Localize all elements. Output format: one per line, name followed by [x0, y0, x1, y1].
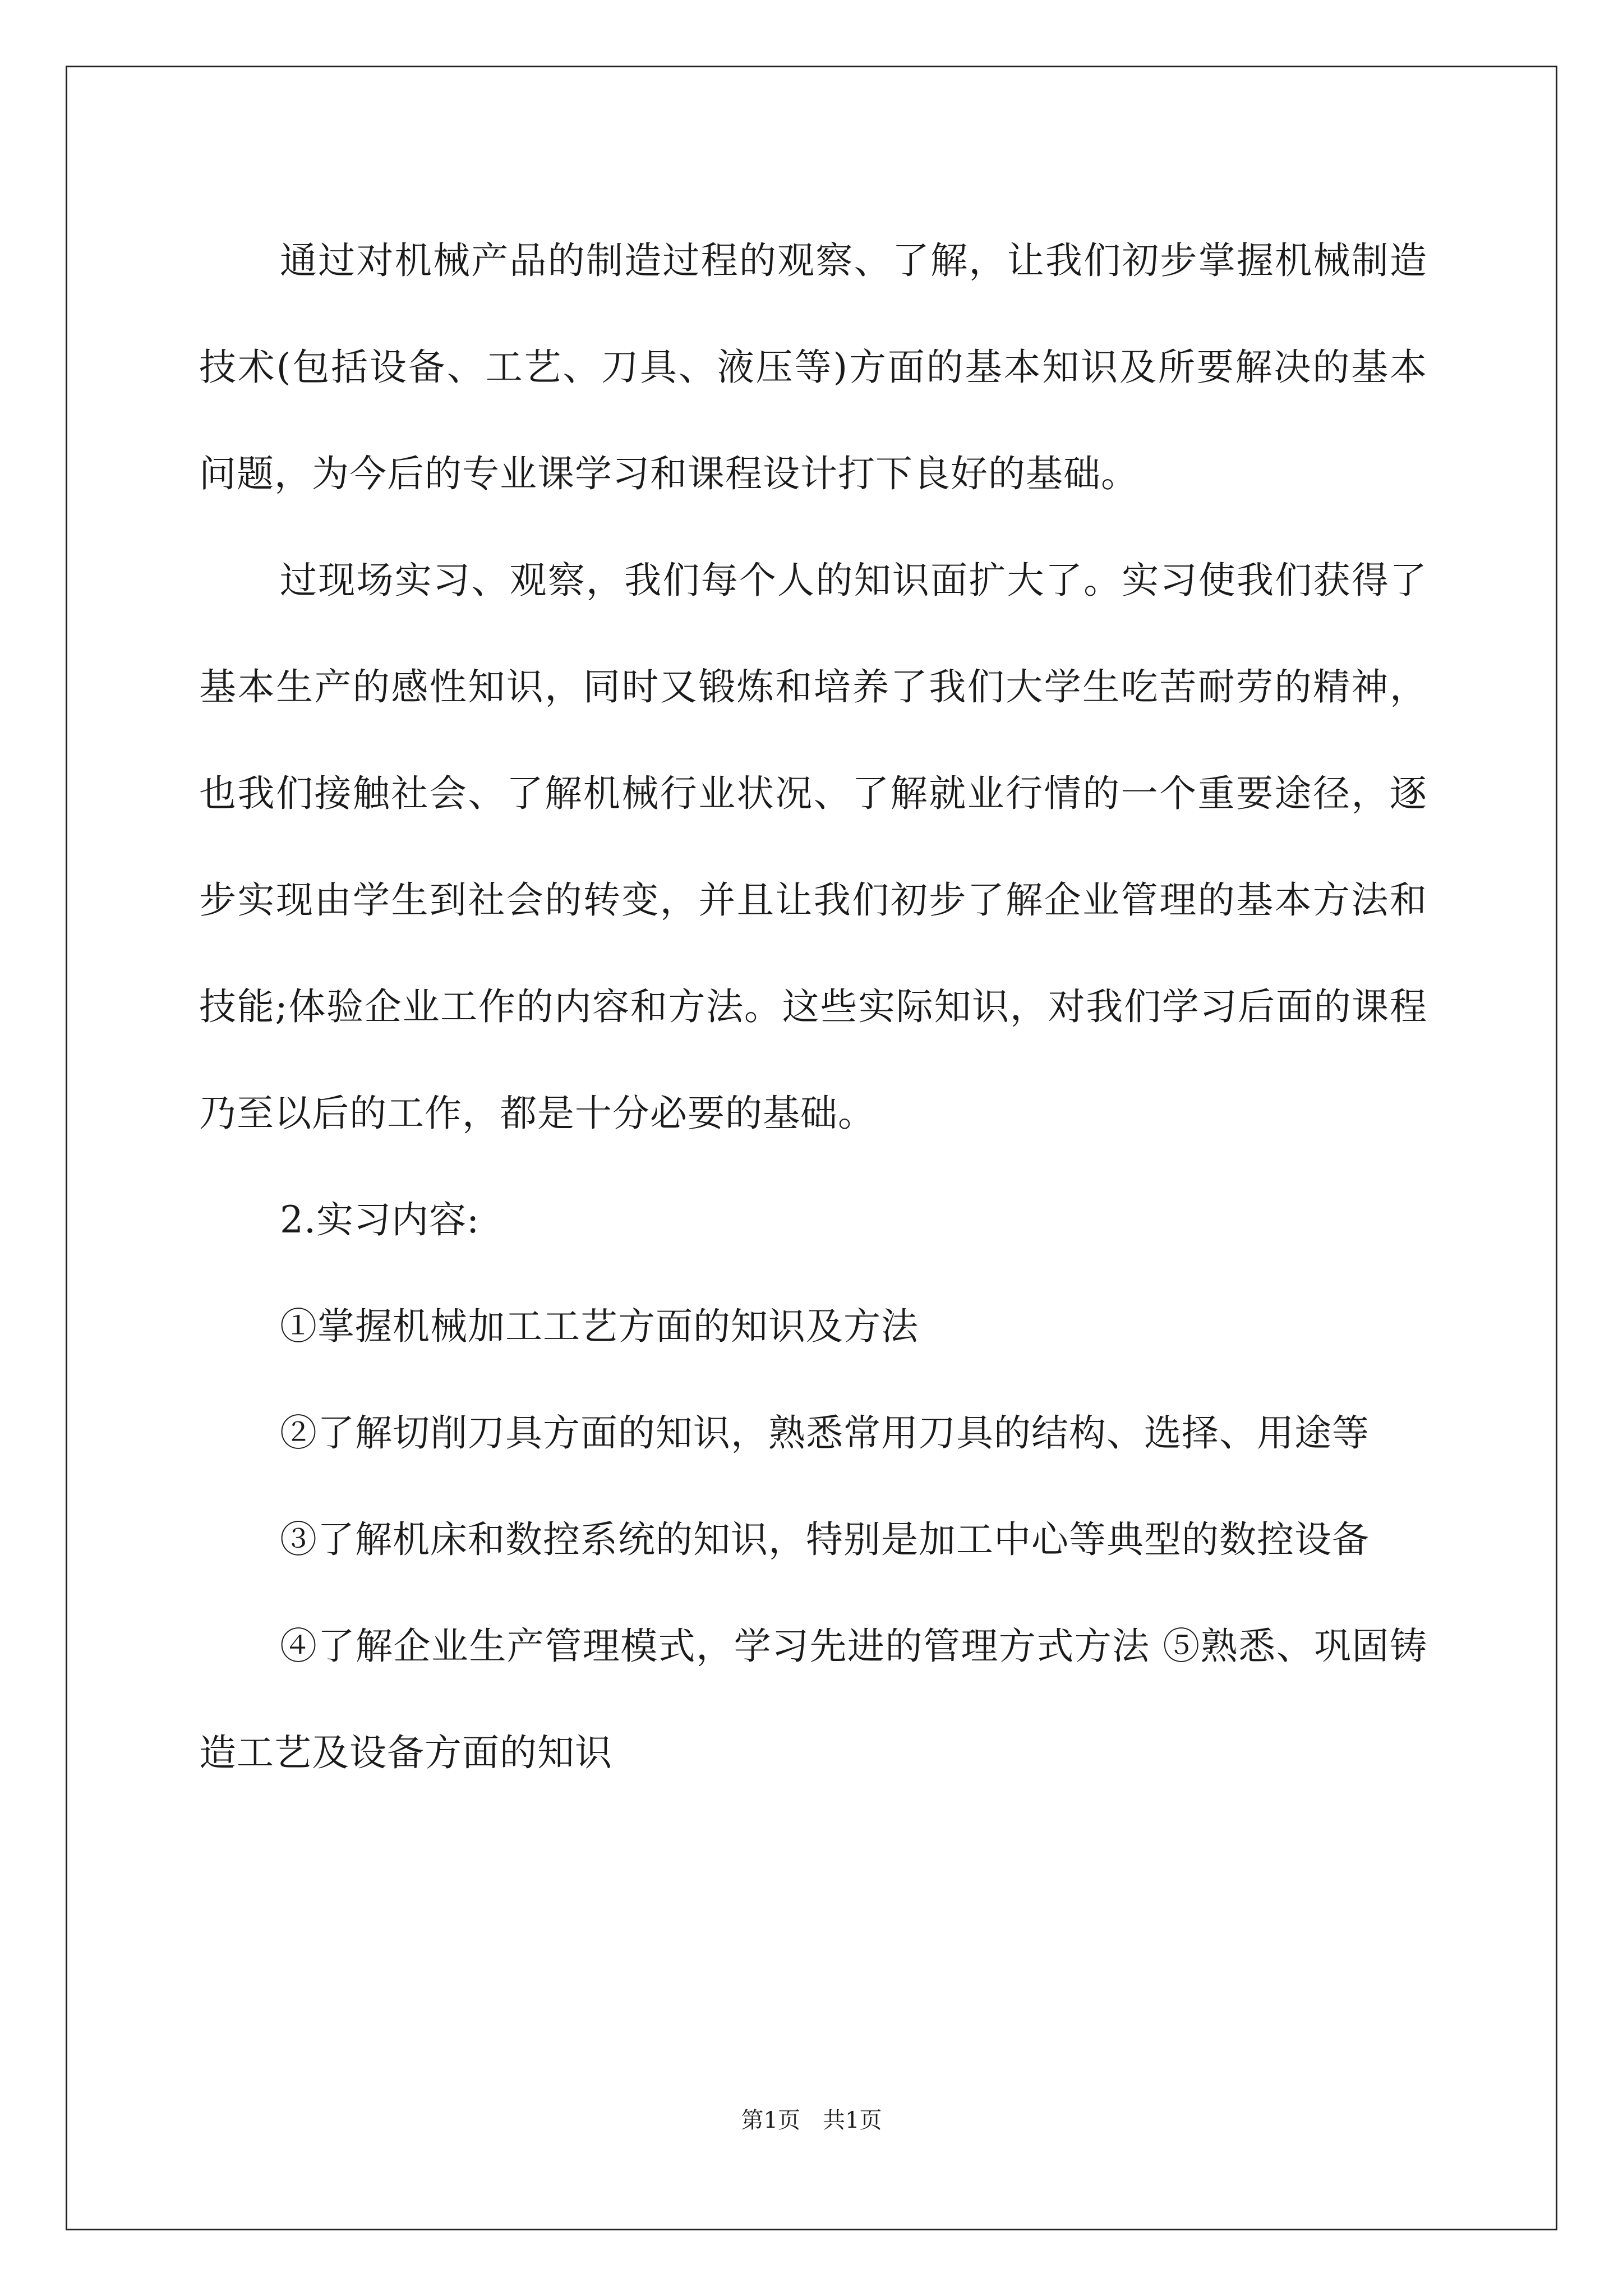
- list-item-3: ③了解机床和数控系统的知识，特别是加工中心等典型的数控设备: [280, 1518, 1370, 1561]
- document-body: [199, 208, 1427, 1806]
- paragraph-2: 过现场实习、观察，我们每个人的知识面扩大了。实习使我们获得了基本生产的感性知识，同时又锻炼和培养了我们大学生吃苦耐劳的精神，也我们接触社会、了解机械行业状况、了解就业行情的一个重要途径，逐步实现由学生到社会的转变，并且让我们初步了解企业管理的基本方法和技能;体验企业工作的内容和方法。这些实际知识，对我们学习后面的课程乃至以后的工作，都是十分必要的基础。: [199, 559, 1427, 1135]
- page-footer: [0, 2104, 1623, 2137]
- paragraph-1: 通过对机械产品的制造过程的观察、了解，让我们初步掌握机械制造技术(包括设备、工艺、刀具、液压等)方面的基本知识及所要解决的基本问题，为今后的专业课学习和课程设计打下良好的基础。: [199, 239, 1427, 495]
- total-pages: 共1页: [823, 2108, 882, 2133]
- list-item-1: ①掌握机械加工工艺方面的知识及方法: [280, 1305, 919, 1348]
- page-number: 第1页: [741, 2108, 800, 2133]
- section-heading-internship-content: 2.实习内容:: [280, 1198, 480, 1241]
- list-item-2: ②了解切削刀具方面的知识，熟悉常用刀具的结构、选择、用途等: [280, 1411, 1370, 1455]
- list-item-4-5: ④了解企业生产管理模式，学习先进的管理方式方法 ⑤熟悉、巩固铸造工艺及设备方面的知识: [199, 1625, 1427, 1774]
